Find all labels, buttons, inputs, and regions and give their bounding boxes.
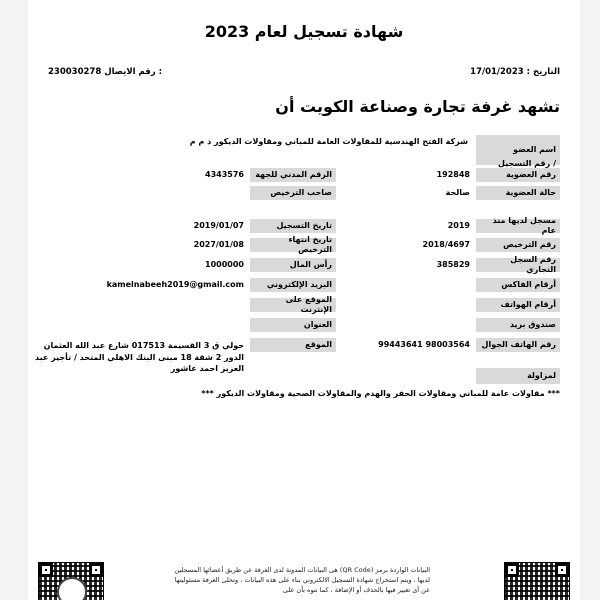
- membership-no-label: رقم العضوية: [476, 168, 560, 182]
- membership-no-value: 192848: [436, 170, 470, 179]
- receipt-number: [48, 67, 162, 77]
- capital-value: 1000000: [205, 260, 244, 269]
- commercial-reg-label: رقم السجل التجاري: [476, 258, 560, 272]
- commercial-reg-value: 385829: [436, 260, 470, 269]
- witness-statement: تشهد غرفة تجارة وصناعة الكويت أن: [275, 97, 560, 116]
- civil-no-value: 4343576: [205, 170, 244, 179]
- location-value: حولي ق 3 القسيمة 017513 شارع عبد الله العثمان الدور 2 شقة 18 مبنى البنك الاهلي المتحد / تأجير عبد العزيز احمد عاشور: [35, 341, 244, 374]
- qr-code-right: [504, 562, 570, 600]
- location-label: الموقع: [250, 338, 336, 352]
- po-box-label: صندوق بريد: [476, 318, 560, 332]
- reg-no-label: رقم التسجيل /: [498, 159, 556, 168]
- activities-note: *** مقاولات عامة للمباني ومقاولات الحفر والهدم والمقاولات الصحية ومقاولات الديكور ***: [201, 389, 560, 398]
- phones-label: أرقام الهواتف: [476, 298, 560, 312]
- license-no-label: رقم الترخيص: [476, 238, 560, 252]
- registered-since-value: 2019: [447, 221, 470, 230]
- email-label: البريد الإلكتروني: [250, 278, 336, 292]
- website-label: الموقع على الإنترنت: [250, 298, 336, 312]
- license-holder-label: صاحب الترخيص: [250, 186, 336, 200]
- civil-no-label: الرقم المدني للجهة: [250, 168, 336, 182]
- receipt-number-label: رقم الايصال :: [104, 67, 163, 77]
- address-label: العنوان: [250, 318, 336, 332]
- email-value: kamelnabeeh2019@gmail.com: [106, 280, 244, 289]
- certificate-title: شهادة تسجيل لعام 2023: [204, 22, 404, 41]
- qr-code-left: [38, 562, 104, 600]
- mobile-value: 99443641 98003564: [378, 340, 470, 349]
- receipt-number-value: 230030278: [48, 67, 102, 77]
- issue-date: [470, 67, 560, 77]
- footer-disclaimer: البيانات الواردة برمز (QR Code) هى البيانات المدونة لدى الغرفة عن طريق أعضائها المسجلين لديها ، ويتم استخراج شهادة التسجيل الالكتروني بناء على هذه البيانات ، وتخلى الغرفة مسئوليتها عن أى تغيير فيها بالحذف أو الإضافة ، كما تنوه بأن على: [174, 566, 430, 594]
- issue-date-label: التاريخ :: [526, 67, 560, 77]
- membership-status-value: صالحة: [445, 188, 470, 197]
- membership-status-label: حالة العضوية: [476, 186, 560, 200]
- issue-date-value: 17/01/2023: [470, 67, 524, 77]
- license-no-value: 2018/4697: [422, 240, 470, 249]
- registration-date-value: 2019/01/07: [193, 221, 244, 230]
- license-expiry-value: 2027/01/08: [193, 240, 244, 249]
- mobile-label: رقم الهاتف الجوال: [476, 338, 560, 352]
- member-name-value: شركة الفتح الهندسية للمقاولات العامة للمباني ومقاولات الديكور ذ م م: [189, 137, 468, 146]
- fax-label: أرقام الفاكس: [476, 278, 560, 292]
- capital-label: رأس المال: [250, 258, 336, 272]
- registration-date-label: تاريخ التسجيل: [250, 219, 336, 233]
- registered-since-label: مسجل لديها منذ عام: [476, 219, 560, 233]
- member-name-label: اسم العضو: [476, 135, 560, 165]
- activity-label: لمزاولة: [476, 368, 560, 384]
- certificate-page: [28, 0, 580, 600]
- license-expiry-label: تاريخ انتهاء الترخيص: [250, 238, 336, 252]
